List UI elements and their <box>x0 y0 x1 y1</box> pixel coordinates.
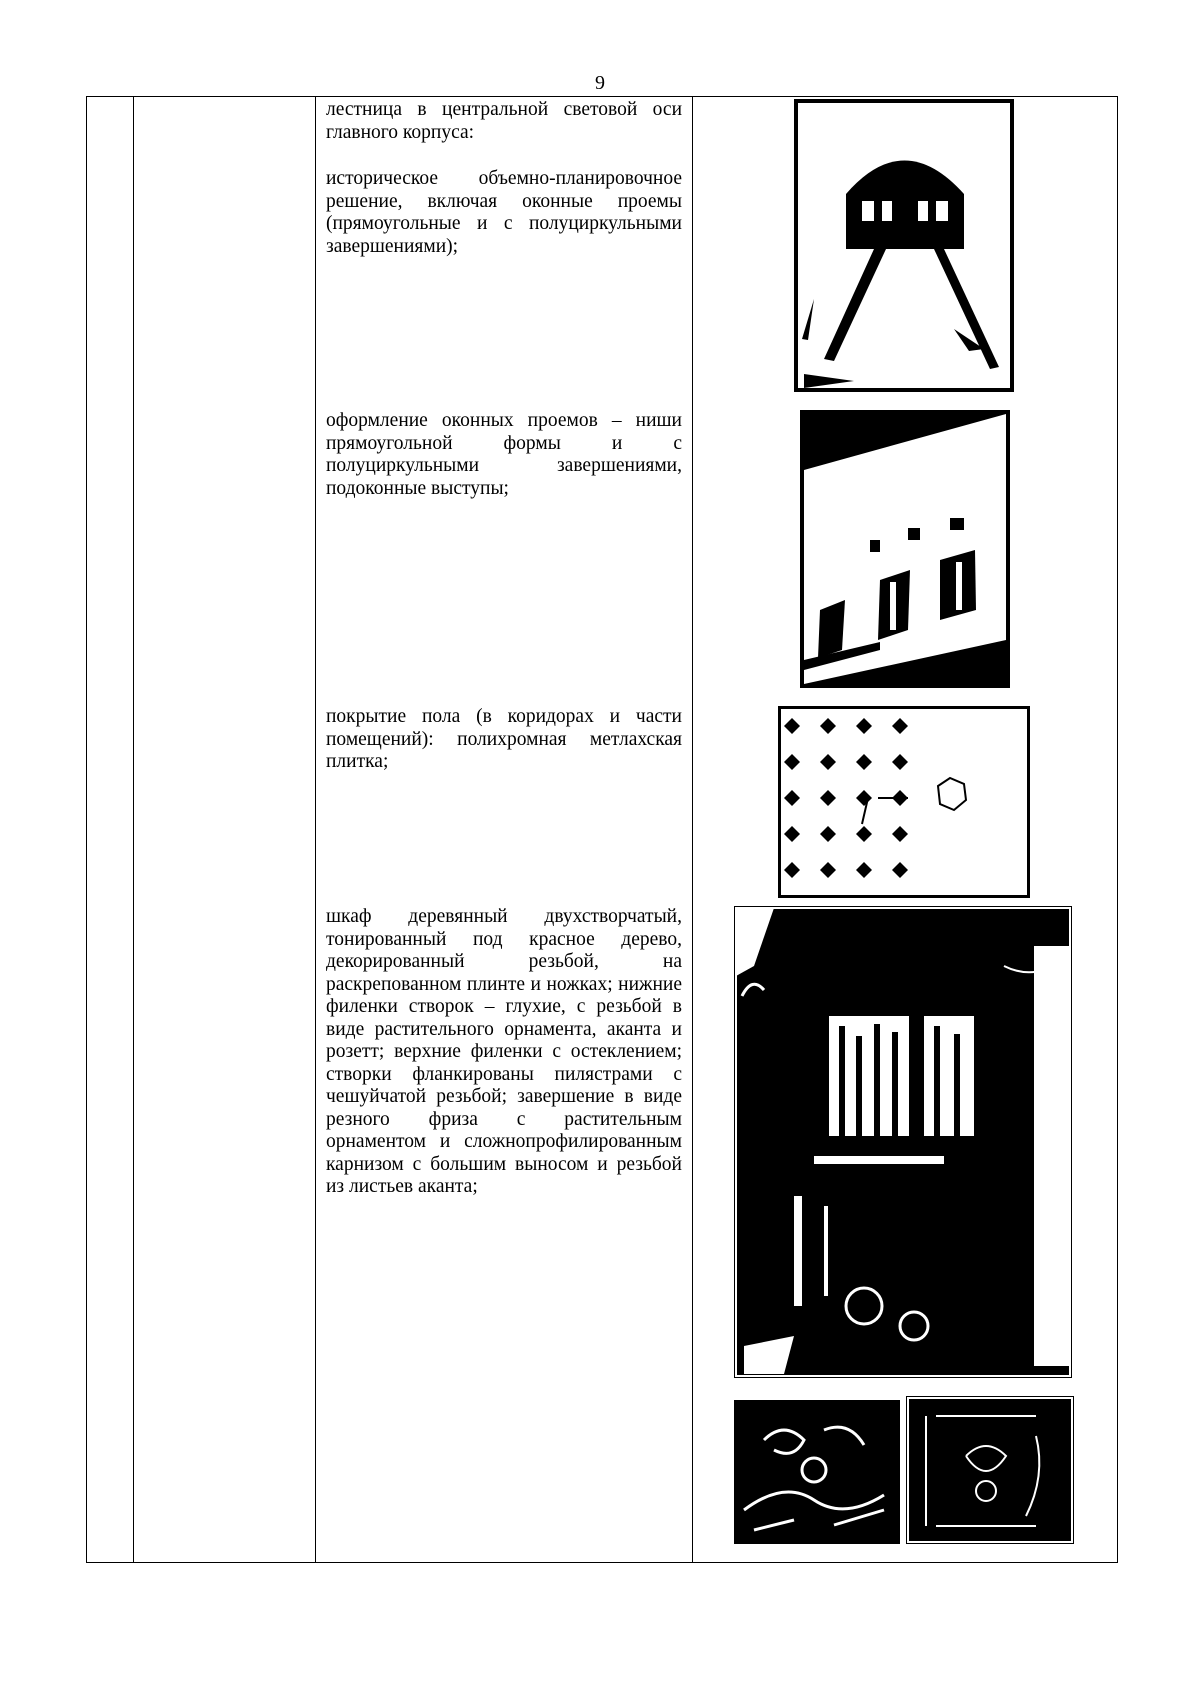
entry-staircase: лестница в центральной световой оси главного корпуса: <box>326 99 682 143</box>
entry-cabinet: шкаф деревянный двухстворчатый, тонированный под красное дерево, декорированный резьбой, на раскрепованном плинте и ножках; нижние филенки створок – глухие, с резьбой в виде растительного орнамента, аканта и розетт; верхние филенки с остеклением; створки фланкированы пилястрами с чешуйчатой резьбой; завершение в виде резного фриза с растительным орнаментом и сложнопрофилированным карнизом с большим выносом и резьбой из листьев аканта; <box>326 906 682 1197</box>
facade-windows-photo <box>800 410 1010 688</box>
column-divider-1 <box>133 96 134 1563</box>
entry-window-openings: оформление оконных проемов – ниши прямоугольной формы и с полуциркульными завершениями, подоконные выступы; <box>326 410 682 499</box>
entry-layout: историческое объемно-планировочное решение, включая оконные проемы (прямоугольные и с полуциркульными завершениями); <box>326 168 682 257</box>
carving-detail-photo-right <box>906 1396 1074 1544</box>
column-divider-2 <box>315 96 316 1563</box>
staircase-photo <box>794 99 1014 392</box>
floor-tiles-photo <box>778 706 1030 898</box>
carving-detail-photo-left <box>734 1400 900 1544</box>
column-divider-3 <box>692 96 693 1563</box>
entry-floor-tiles: покрытие пола (в коридорах и части помещений): полихромная метлахская плитка; <box>326 706 682 772</box>
cabinet-photo <box>734 906 1072 1378</box>
page-number: 9 <box>595 72 605 94</box>
